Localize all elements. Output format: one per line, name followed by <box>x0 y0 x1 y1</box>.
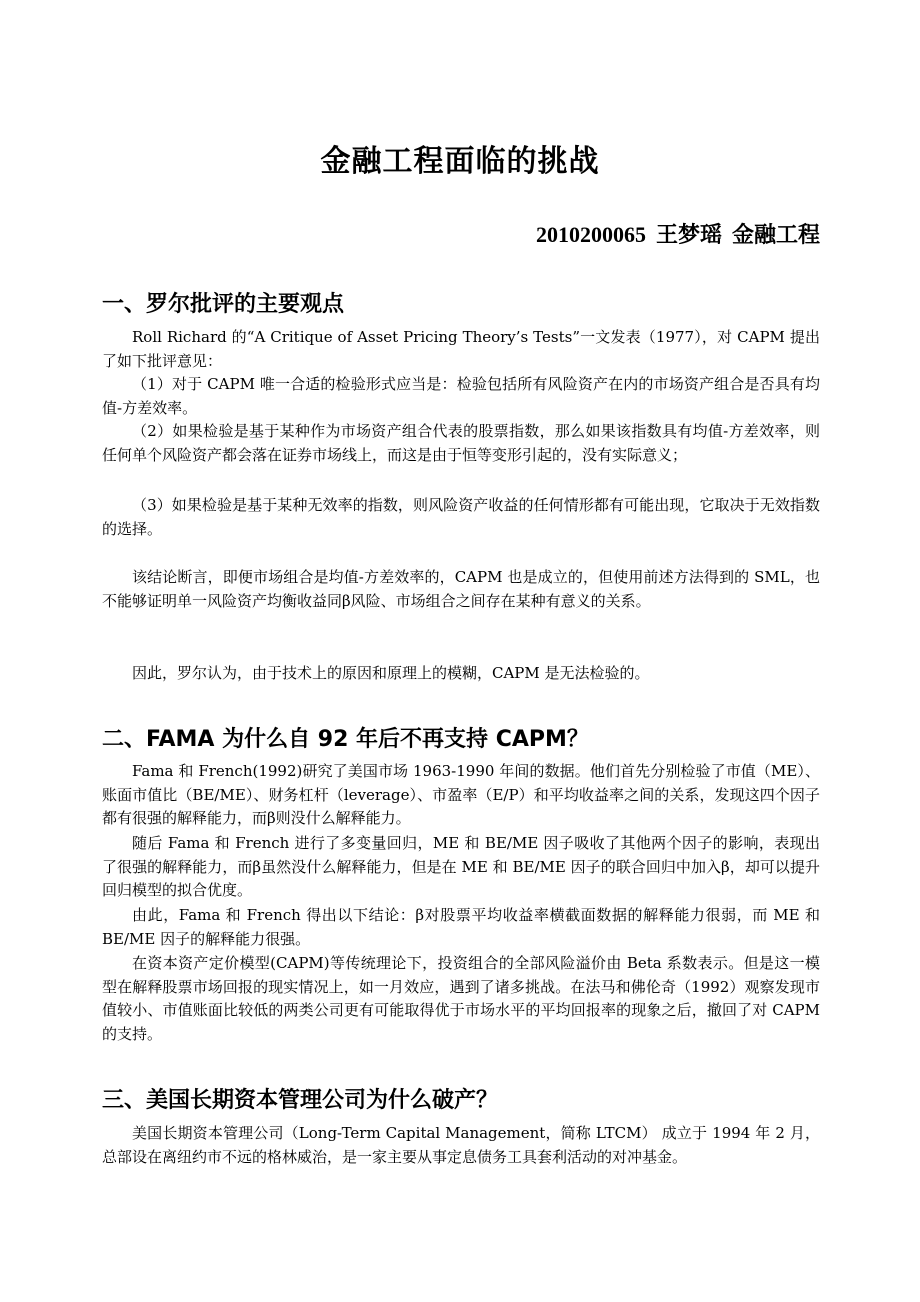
section-heading-fama-capm: 二、FAMA 为什么自 92 年后不再支持 CAPM？ <box>102 727 589 752</box>
paragraph: 美国长期资本管理公司（Long-Term Capital Management，简称 LTCM） 成立于 1994 年 2 月，总部设在离纽约市不远的格林威治，是一家主要从事定息债务工具套利活动的对冲基金。 <box>102 1124 820 1166</box>
paragraph: Fama 和 French(1992)研究了美国市场 1963-1990 年间的数据。他们首先分别检验了市值（ME）、账面市值比（BE/ME）、财务杠杆（leverage）、市盈率（E/P）和平均收益率之间的关系，发现这四个因子都有很强的解释能力，而β则没什么解释能力。 <box>102 762 820 827</box>
paragraph: （3）如果检验是基于某种无效率的指数，则风险资产收益的任何情形都有可能出现，它取决于无效指数的选择。 <box>102 496 820 538</box>
paragraph: 由此，Fama 和 French 得出以下结论：β对股票平均收益率横截面数据的解释能力很弱，而 ME 和 BE/ME 因子的解释能力很强。 <box>102 906 820 948</box>
author-name: 王梦瑶 <box>655 223 722 248</box>
document-title: 金融工程面临的挑战 <box>320 144 600 179</box>
paragraph: （1）对于 CAPM 唯一合适的检验形式应当是：检验包括所有风险资产在内的市场资产组合是否具有均值-方差效率。 <box>102 375 820 417</box>
section-heading-roll-critique: 一、罗尔批评的主要观点 <box>102 292 345 317</box>
student-id: 2010200065 <box>535 222 646 247</box>
paragraph: 随后 Fama 和 French 进行了多变量回归，ME 和 BE/ME 因子吸收了其他两个因子的影响，表现出了很强的解释能力，而β虽然没什么解释能力，但是在 ME 和 BE/ME 因子的联合回归中加入β，却可以提升回归模型的拟合优度。 <box>102 834 820 899</box>
paragraph: 该结论断言，即便市场组合是均值-方差效率的，CAPM 也是成立的，但使用前述方法得到的 SML，也不能够证明单一风险资产均衡收益同β风险、市场组合之间存在某种有意义的关系。 <box>102 568 820 610</box>
author-line <box>536 218 820 249</box>
paragraph: （2）如果检验是基于某种作为市场资产组合代表的股票指数，那么如果该指数具有均值-方差效率，则任何单个风险资产都会落在证券市场线上，而这是由于恒等变形引起的，没有实际意义； <box>102 422 820 464</box>
paragraph: Roll Richard 的“A Critique of Asset Pricing Theory’s Tests”一文发表（1977），对 CAPM 提出了如下批评意见： <box>102 328 820 370</box>
paragraph: 因此，罗尔认为，由于技术上的原因和原理上的模糊，CAPM 是无法检验的。 <box>132 664 650 682</box>
author-major: 金融工程 <box>731 223 820 248</box>
paragraph: 在资本资产定价模型(CAPM)等传统理论下，投资组合的全部风险溢价由 Beta 系数表示。但是这一模型在解释股票市场回报的现实情况上，如一月效应，遇到了诸多挑战。在法马和佛伦奇（1992）观察发现市值较小、市值账面比较低的两类公司更有可能取得优于市场水平的平均回报率的现象之后，撤回了对 CAPM 的支持。 <box>102 954 820 1043</box>
section-heading-ltcm: 三、美国长期资本管理公司为什么破产？ <box>102 1088 499 1113</box>
